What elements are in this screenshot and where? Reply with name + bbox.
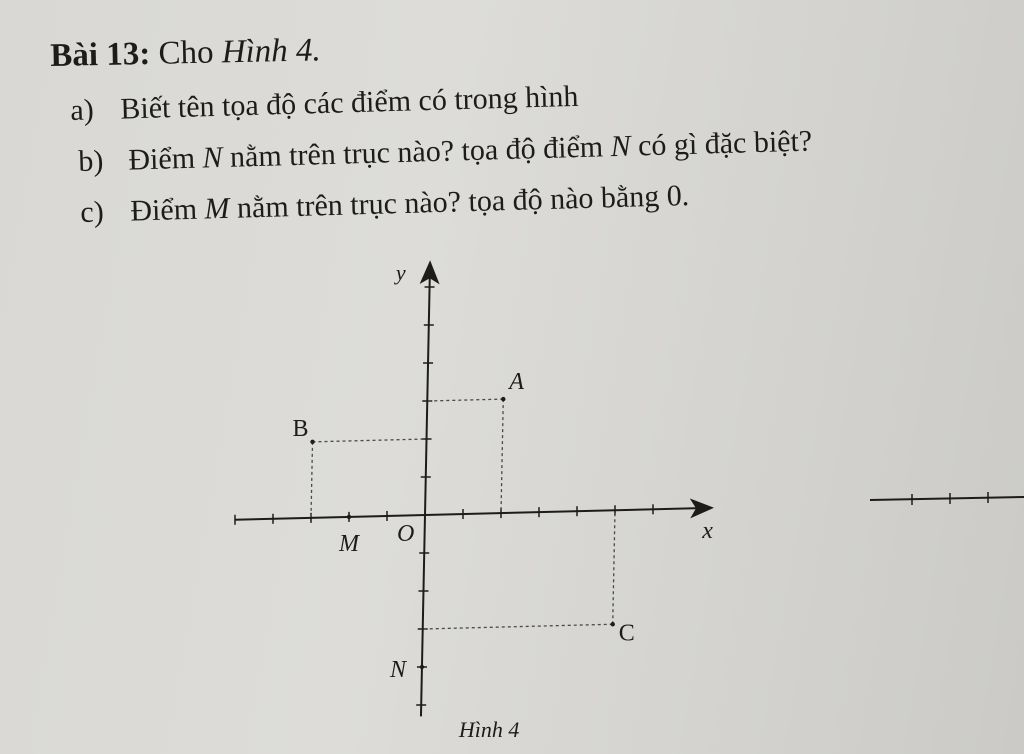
question-text: Điểm	[129, 192, 198, 228]
x-axis-label: x	[702, 517, 713, 544]
guide-line	[313, 439, 427, 442]
guide-line	[501, 399, 503, 513]
point-a-marker	[501, 397, 505, 401]
question-text: Biết tên tọa độ các điểm có trong hình	[119, 79, 579, 126]
y-axis	[421, 264, 430, 716]
point-b-marker	[310, 440, 314, 444]
x-axis	[235, 508, 710, 520]
point-name: M	[204, 191, 230, 226]
guide-line	[311, 442, 313, 518]
point-b-label: B	[292, 415, 309, 442]
origin-label: O	[397, 521, 415, 547]
question-text: nằm trên trục nào? tọa độ điểm	[229, 130, 604, 174]
point-m-marker	[347, 515, 351, 519]
point-m-label: M	[339, 530, 359, 557]
point-n-label: N	[389, 657, 406, 683]
question-label: c)	[79, 195, 105, 229]
point-c-label: C	[618, 620, 635, 647]
guide-line	[613, 510, 615, 624]
axis-ticks	[235, 287, 653, 705]
question-text: Điểm	[127, 141, 196, 177]
partial-axis-fragment	[870, 492, 1024, 505]
question-label: a)	[69, 93, 95, 127]
question-text: có gì đặc biệt?	[637, 124, 813, 163]
guide-line	[427, 399, 503, 401]
point-n-marker	[420, 665, 424, 669]
exercise-intro: Cho	[158, 34, 214, 72]
guide-line	[423, 624, 613, 629]
figure-reference: Hình 4.	[221, 32, 322, 71]
question-text: nằm trên trục nào? tọa độ nào bằng 0.	[236, 178, 690, 225]
y-axis-label: y	[395, 259, 406, 285]
point-name: N	[610, 129, 632, 164]
figure-caption: Hình 4	[458, 717, 520, 743]
point-a-label: A	[509, 369, 524, 396]
point-c-marker	[611, 622, 615, 626]
point-name: N	[202, 140, 223, 175]
exercise-number: Bài 13:	[49, 35, 151, 74]
question-label: b)	[77, 144, 104, 178]
